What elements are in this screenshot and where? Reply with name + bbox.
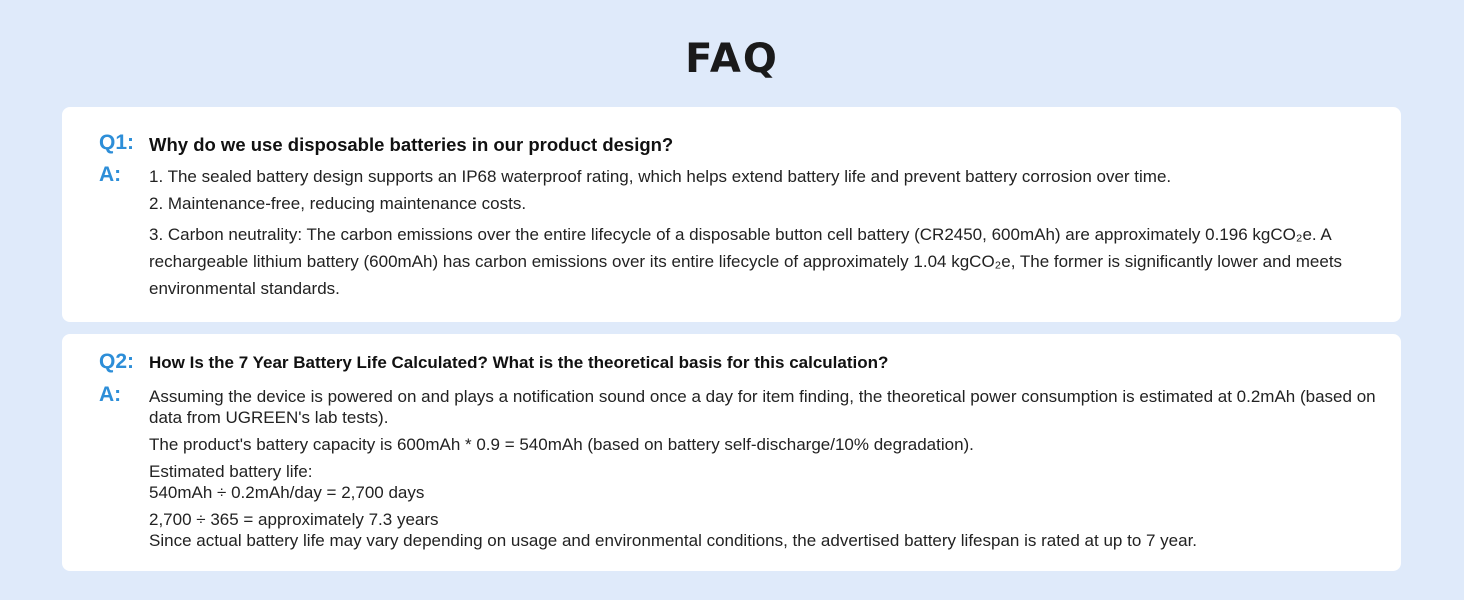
answer-item: 2,700 ÷ 365 = approximately 7.3 years: [149, 510, 439, 529]
answer-item: Assuming the device is powered on and plays a notification sound once a day for item finding, the theoretical power consumption is estimated at 0.2mAh (based on data from UGREEN's lab tests).: [149, 387, 1376, 427]
faq-card-1: [62, 107, 1401, 322]
answer-item: 2. Maintenance-free, reducing maintenance costs.: [149, 194, 527, 213]
answer-body: [149, 386, 1379, 551]
question-label: Q1:: [99, 131, 135, 154]
answer-item: Since actual battery life may vary depending on usage and environmental conditions, the advertised battery lifespan is rated at up to 7 year.: [149, 531, 1198, 550]
answer-item: Estimated battery life:: [149, 462, 313, 481]
page-title: FAQ: [685, 36, 779, 82]
answer-label: A:: [99, 383, 122, 406]
question-text: Why do we use disposable batteries in our product design?: [149, 134, 674, 155]
question-label: Q2:: [99, 350, 135, 373]
answer-body: [149, 167, 1379, 302]
answer-item: The product's battery capacity is 600mAh * 0.9 = 540mAh (based on battery self-discharge/10% degradation).: [149, 435, 974, 454]
answer-item: 1. The sealed battery design supports an IP68 waterproof rating, which helps extend battery life and prevent battery corrosion over time.: [149, 167, 1172, 186]
answer-item: 3. Carbon neutrality: The carbon emissions over the entire lifecycle of a disposable button cell battery (CR2450, 600mAh) are approximately 0.196 kgCO₂e. A rechargeable lithium battery (600mAh) has carbon emissions over its entire lifecycle of approximately 1.04 kgCO₂e, The former is significantly lower and meets environmental standards.: [149, 225, 1343, 298]
answer-item: 540mAh ÷ 0.2mAh/day = 2,700 days: [149, 483, 425, 502]
answer-label: A:: [99, 163, 122, 186]
faq-card-2: [62, 334, 1401, 571]
question-text: How Is the 7 Year Battery Life Calculated? What is the theoretical basis for this calculation?: [149, 353, 889, 372]
